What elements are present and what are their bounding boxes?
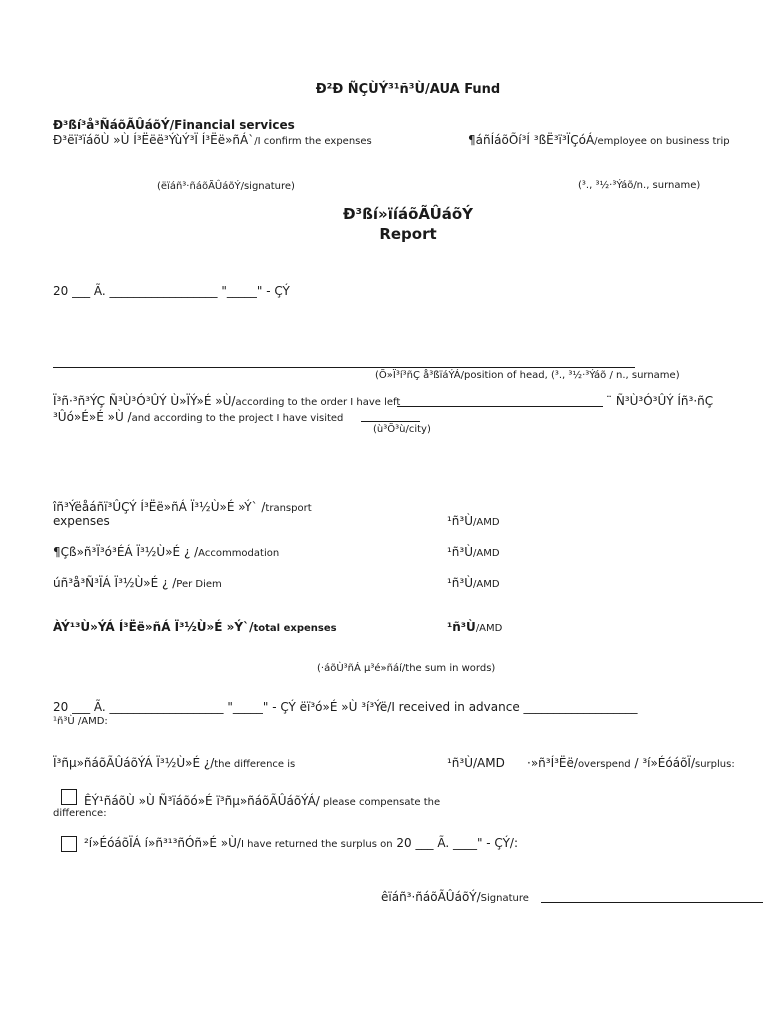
visited-line: [53, 410, 343, 424]
total-currency-am: ¹ñ³Ù: [447, 620, 476, 634]
signature-en: Signature: [480, 893, 529, 904]
transport-currency: [447, 514, 500, 528]
per-diem-label: [53, 576, 222, 590]
name-caption: (³., ³½·³Ýáõ/n., surname): [578, 180, 701, 191]
signature-line: [541, 902, 763, 903]
returned-en: I have returned the surplus on: [240, 839, 393, 850]
returned-am: ²í»ÉóáõÏÁ í»ñ³¹³ñÓñ»É »Ù/: [84, 836, 241, 850]
per-diem-currency-en: /AMD: [473, 579, 500, 590]
visited-prefix: ³Ûó»É»É »Ù /: [53, 410, 132, 424]
transport-currency-am: ¹ñ³Ù: [447, 514, 474, 528]
page-title: Ð²Ð ÑÇÙÝ³¹ñ³Ù/AUA Fund: [315, 82, 501, 97]
employee-label: [468, 133, 730, 147]
compensate-label: [84, 794, 440, 808]
sum-words-caption: (·áõÙ³ñÁ µ³é»ñáí/the sum in words): [317, 663, 496, 674]
difference-label: [53, 756, 295, 770]
surplus-en: surplus:: [695, 759, 735, 770]
order-line: [53, 394, 400, 408]
head-signature-line: [53, 367, 635, 368]
difference-currency: ¹ñ³Ù/AMD: [447, 756, 505, 770]
total-am: ÀÝ¹³Ù»ÝÁ Í³Ëë»ñÁ Ï³½Ù»É »Ý`/: [53, 620, 254, 634]
difference-am: Ï³ñµ»ñáõÃÛáõÝÁ Ï³½Ù»É ¿/: [53, 756, 215, 770]
employee-prefix: ¶áñÍáõÕí³Í ³ßË³ï³ÏÇóÁ: [468, 133, 595, 147]
head-caption: (Õ»Ï³í³ñÇ å³ßïáÝÁ/position of head, (³., ³½·³Ýáõ / n., surname): [375, 370, 680, 381]
accommodation-label: [53, 545, 279, 559]
transport-am: îñ³Ýëåáñï³ÛÇÝ Í³Ëë»ñÁ Ï³½Ù»É »Ý` /: [53, 500, 266, 514]
confirm-en: /I confirm the expenses: [254, 136, 372, 147]
per-diem-en: Per Diem: [176, 579, 222, 590]
total-label: [53, 620, 337, 634]
overspend-surplus: [527, 756, 735, 770]
report-title-en: Report: [379, 225, 437, 243]
transport-label: [53, 500, 312, 514]
difference-en: the difference is: [214, 759, 296, 770]
total-en: total expenses: [253, 623, 337, 634]
overspend-en: overspend: [577, 759, 631, 770]
accommodation-currency: [447, 545, 500, 559]
transport-label-cont: expenses: [53, 514, 110, 528]
compensate-label-cont: difference:: [53, 808, 107, 819]
returned-checkbox[interactable]: [61, 836, 77, 852]
order-en: according to the order I have left: [235, 397, 401, 408]
accommodation-currency-en: /AMD: [473, 548, 500, 559]
per-diem-currency-am: ¹ñ³Ù: [447, 576, 474, 590]
transport-en: transport: [265, 503, 312, 514]
city-blank-line: [361, 421, 420, 422]
confirm-label: [53, 133, 372, 147]
total-currency-en: /AMD: [475, 623, 503, 634]
transport-currency-en: /AMD: [473, 517, 500, 528]
overspend-am: ·»ñ³Í³Ëë/: [527, 756, 578, 770]
confirm-prefix: Ð³ëï³ïáõÙ »Ù Í³Ëëë³ÝùÝ³Ï Í³Ëë»ñÁ`: [53, 133, 255, 147]
compensate-am: ÊÝ¹ñáõÙ »Ù Ñ³ïáõó»É ï³ñµ»ñáõÃÛáõÝÁ/: [84, 794, 320, 808]
order-prefix: Ï³ñ·³ñ³ÝÇ Ñ³Ù³Ó³ÛÝ Ù»ÏÝ»É »Ù/: [53, 394, 236, 408]
surplus-am: / ³í»ÉóáõÏ/: [630, 756, 695, 770]
visited-en: and according to the project I have visited: [131, 413, 344, 424]
accommodation-en: Accommodation: [198, 548, 280, 559]
per-diem-am: úñ³å³Ñ³ÏÁ Ï³½Ù»É ¿ /: [53, 576, 177, 590]
city-caption: (ù³Õ³ù/city): [373, 424, 431, 435]
order-blank-line: [397, 406, 603, 407]
advance-line: 20 ___ Ã. ___________________ "_____" - ÇÝ ëï³ó»É »Ù ³í³Ýë/I received in advance ___________________: [53, 700, 638, 714]
order-suffix: ¨ Ñ³Ù³Ó³ÛÝ Íñ³·ñÇ: [606, 394, 714, 408]
accommodation-currency-am: ¹ñ³Ù: [447, 545, 474, 559]
accommodation-am: ¶Çß»ñ³Ï³ó³ÉÁ Ï³½Ù»É ¿ /: [53, 545, 199, 559]
department-label: Ð³ßí³å³ÑáõÃÛáõÝ/Financial services: [53, 118, 295, 132]
employee-en: /employee on business trip: [594, 136, 730, 147]
advance-amd: ¹ñ³Ù /AMD:: [53, 716, 108, 727]
compensate-en: please compensate the: [319, 797, 441, 808]
returned-label: [84, 836, 518, 850]
total-currency: [447, 620, 502, 634]
report-title-am: Ð³ßí»ïíáõÃÛáõÝ: [342, 205, 474, 223]
signature-am: êïáñ³·ñáõÃÛáõÝ/: [381, 890, 481, 904]
per-diem-currency: [447, 576, 500, 590]
signature-label: [381, 890, 529, 904]
returned-date: 20 ___ Ã. ____" - ÇÝ/:: [392, 836, 519, 850]
date-line: 20 ___ Ã. __________________ "_____" - ÇÝ: [53, 284, 290, 298]
signature-caption: (ëïáñ³·ñáõÃÛáõÝ/signature): [157, 181, 295, 192]
compensate-checkbox[interactable]: [61, 789, 77, 805]
